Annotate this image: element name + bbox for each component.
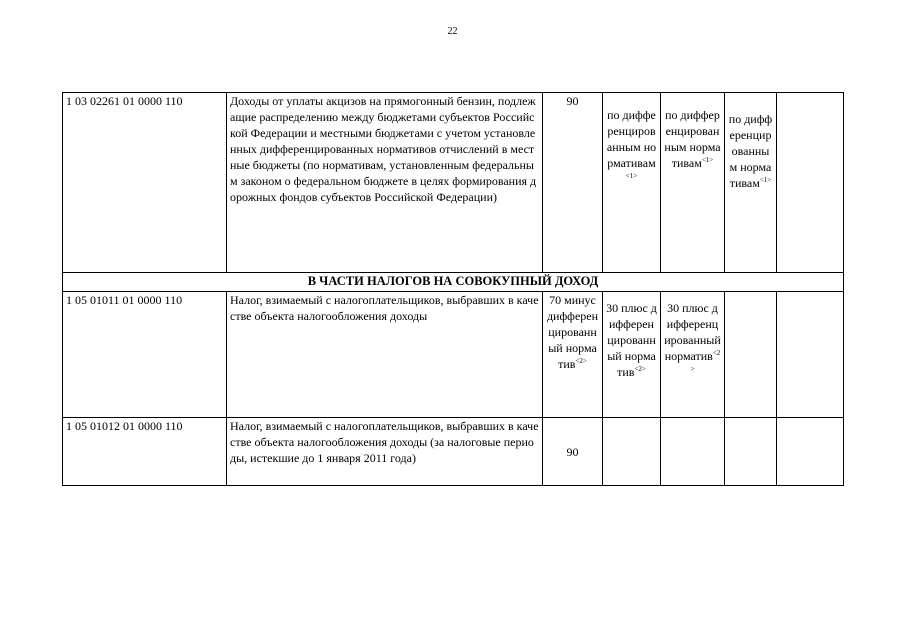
norm-text: по дифференцированным нормативам — [606, 108, 657, 170]
budget-revenue-table — [62, 92, 844, 486]
footnote-ref: <1> — [701, 156, 714, 164]
empty-cell — [661, 418, 725, 486]
revenue-name-cell: Доходы от уплаты акцизов на прямогонный бензин, подлежащие распределению между бюджетами субъектов Российской Федерации и местными бюджетами с учетом установленных дифференцированных нормативов отчислений в местные бюджеты (по нормативам, установленным федеральным законом о федеральном бюджете в целях формирования дорожных фондов субъектов Российской Федерации) — [227, 93, 543, 273]
empty-cell — [777, 93, 844, 273]
page-number: 22 — [447, 26, 458, 37]
table-row — [63, 292, 844, 418]
norm-cell — [603, 93, 661, 273]
norm-cell — [661, 93, 725, 273]
footnote-ref: <2> — [690, 349, 721, 373]
norm-cell — [543, 418, 603, 486]
norm-text: 90 — [566, 94, 579, 108]
empty-cell — [725, 292, 777, 418]
norm-cell — [725, 93, 777, 273]
norm-text: по дифференцированным нормативам — [664, 108, 721, 170]
budget-code-cell: 1 03 02261 01 0000 110 — [63, 93, 227, 273]
revenue-name-cell: Налог, взимаемый с налогоплательщиков, выбравших в качестве объекта налогообложения доходы — [227, 292, 543, 418]
norm-text: по дифференцированным нормативам — [728, 112, 773, 190]
footnote-ref: <2> — [634, 365, 646, 373]
footnote-ref: <1> — [625, 172, 638, 180]
norm-cell — [543, 93, 603, 273]
table-row — [63, 93, 844, 273]
norm-cell — [603, 292, 661, 418]
section-title: В ЧАСТИ НАЛОГОВ НА СОВОКУПНЫЙ ДОХОД — [63, 273, 844, 292]
empty-cell — [725, 418, 777, 486]
norm-text: 90 — [566, 445, 579, 459]
norm-cell — [543, 292, 603, 418]
norm-text: 70 минус дифференцированный норматив — [546, 293, 599, 371]
footnote-ref: <1> — [759, 176, 772, 184]
table-row — [63, 418, 844, 486]
footnote-ref: <2> — [575, 357, 587, 365]
norm-text: 30 плюс дифференцированный норматив — [606, 301, 657, 379]
empty-cell — [777, 292, 844, 418]
empty-cell — [603, 418, 661, 486]
section-row — [63, 273, 844, 292]
revenue-name-cell: Налог, взимаемый с налогоплательщиков, выбравших в качестве объекта налогообложения доходы (за налоговые периоды, истекшие до 1 января 2011 года) — [227, 418, 543, 486]
norm-text: 30 плюс дифференцированный норматив — [664, 301, 721, 363]
budget-code-cell: 1 05 01011 01 0000 110 — [63, 292, 227, 418]
budget-code-cell: 1 05 01012 01 0000 110 — [63, 418, 227, 486]
empty-cell — [777, 418, 844, 486]
norm-cell — [661, 292, 725, 418]
